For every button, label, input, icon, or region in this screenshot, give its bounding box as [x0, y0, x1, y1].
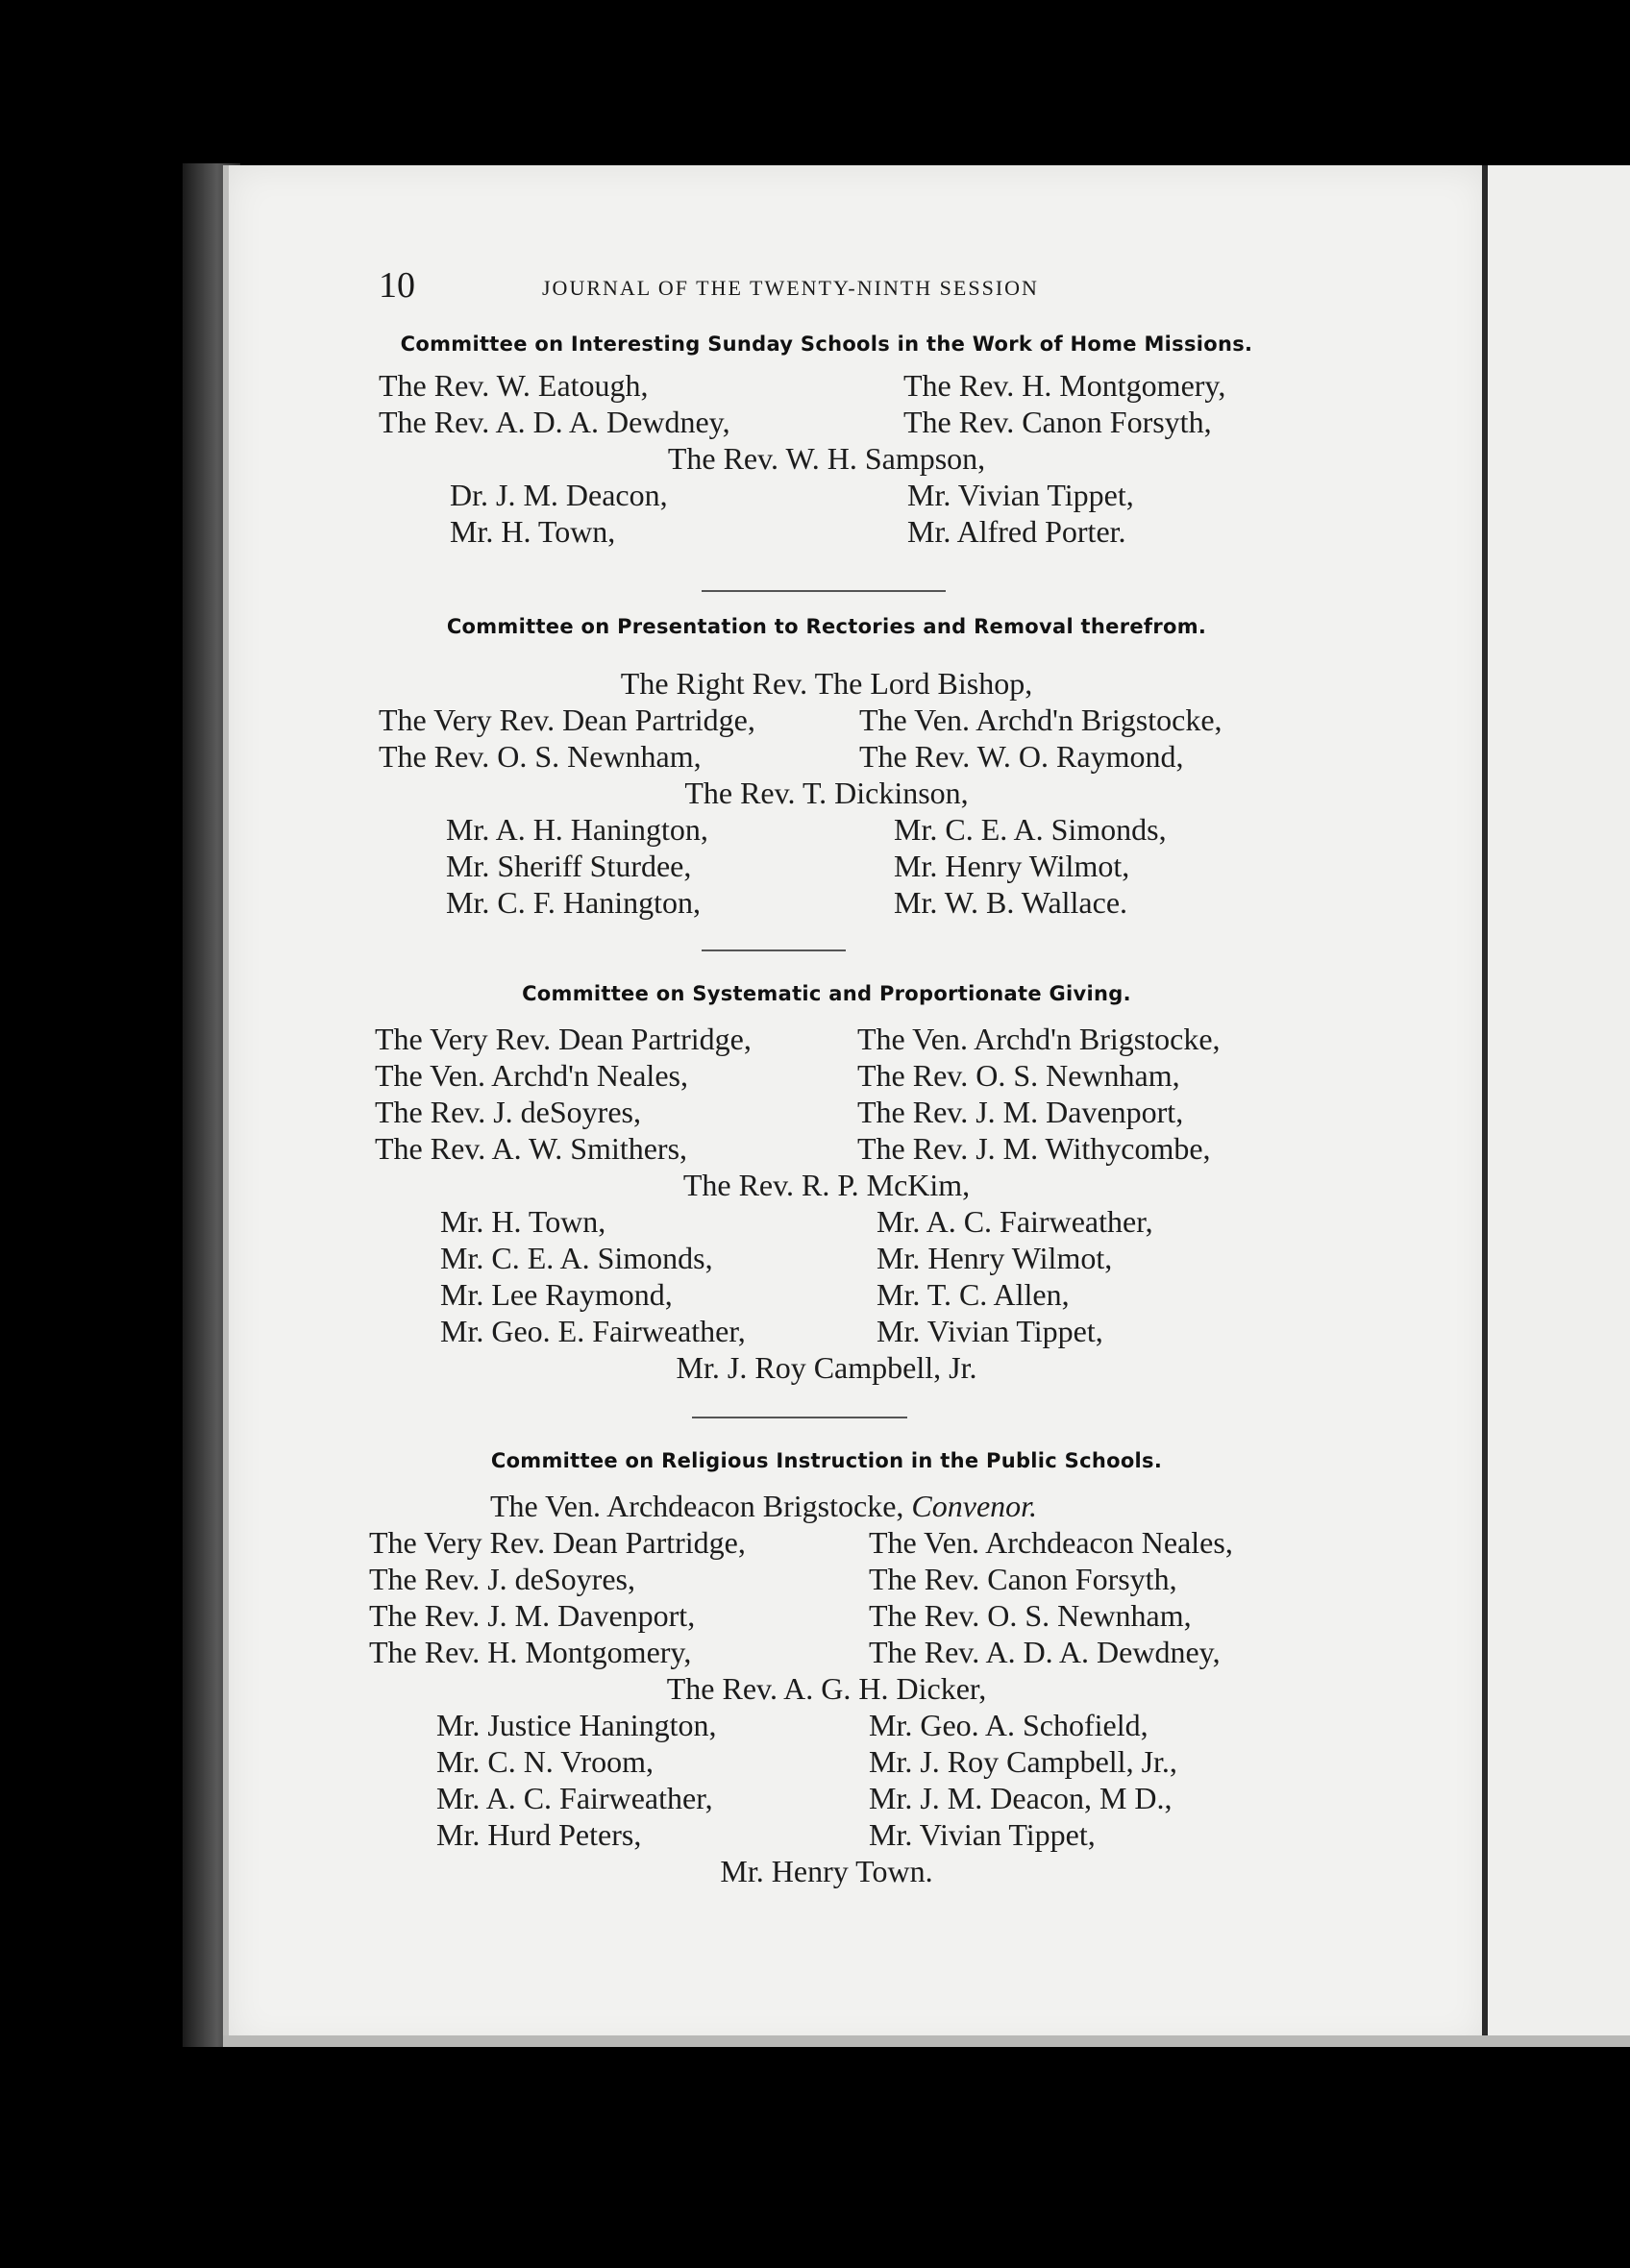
member-name: The Ven. Archdeacon Neales,: [869, 1525, 1233, 1560]
member-name: Mr. Vivian Tippet,: [907, 478, 1134, 512]
member-name: The Rev. J. deSoyres,: [375, 1095, 641, 1129]
member-name: Mr. A. H. Hanington,: [446, 812, 708, 847]
member-row: [356, 702, 1297, 738]
member-row: [356, 738, 1297, 775]
section-divider: [702, 949, 846, 951]
member-name: The Rev. T. Dickinson,: [684, 776, 969, 810]
member-name: Mr. T. C. Allen,: [877, 1277, 1070, 1312]
member-name: The Rev. W. H. Sampson,: [667, 441, 986, 476]
member-row: [356, 1240, 1297, 1276]
member-name: Mr. C. E. A. Simonds,: [440, 1241, 713, 1275]
member-row: [356, 404, 1297, 440]
member-row: [356, 1021, 1297, 1057]
member-name: Mr. H. Town,: [450, 514, 616, 549]
member-name: The Rev. A. D. A. Dewdney,: [379, 405, 730, 439]
member-name: Mr. A. C. Fairweather,: [436, 1781, 713, 1815]
convenor-row: [356, 1488, 1297, 1524]
member-row: [356, 1313, 1297, 1349]
page-bottom-edge: [223, 2035, 1630, 2047]
member-name: Mr. H. Town,: [440, 1204, 606, 1239]
member-name: Mr. Vivian Tippet,: [869, 1817, 1096, 1852]
member-row: [356, 665, 1297, 702]
member-row: [356, 811, 1297, 848]
member-row: [356, 1130, 1297, 1167]
convenor-role: Convenor.: [911, 1489, 1038, 1523]
section-divider: [702, 590, 946, 592]
member-name: The Ven. Archd'n Brigstocke,: [859, 703, 1222, 737]
member-name: Mr. Vivian Tippet,: [877, 1314, 1103, 1348]
member-name: The Right Rev. The Lord Bishop,: [620, 666, 1033, 701]
member-row: [356, 1853, 1297, 1889]
member-row: [356, 1167, 1297, 1203]
member-name: Mr. Lee Raymond,: [440, 1277, 673, 1312]
running-title: JOURNAL OF THE TWENTY-NINTH SESSION: [542, 276, 1039, 300]
committee-heading: Committee on Interesting Sunday Schools in the Work of Home Missions.: [400, 333, 1253, 356]
member-name: Mr. Geo. A. Schofield,: [869, 1708, 1148, 1742]
member-name: The Rev. J. M. Withycombe,: [857, 1131, 1211, 1166]
member-row: [356, 477, 1297, 513]
member-name: The Rev. J. deSoyres,: [369, 1562, 635, 1596]
member-name: The Rev. A. W. Smithers,: [375, 1131, 688, 1166]
member-name: The Rev. O. S. Newnham,: [857, 1058, 1180, 1093]
page-number: 10: [379, 265, 415, 306]
member-name: Mr. J. M. Deacon, M D.,: [869, 1781, 1173, 1815]
member-row: [356, 1203, 1297, 1240]
member-name: The Very Rev. Dean Partridge,: [369, 1525, 746, 1560]
member-row: [356, 440, 1297, 477]
member-row: [356, 1634, 1297, 1670]
member-name: The Rev. R. P. McKim,: [682, 1168, 971, 1202]
member-row: [356, 513, 1297, 550]
committee-sunday-schools: [356, 333, 1297, 550]
member-name: Mr. C. F. Hanington,: [446, 885, 702, 920]
committee-systematic-giving: [356, 982, 1297, 1386]
member-name: Mr. Sheriff Sturdee,: [446, 849, 692, 883]
member-name: The Rev. A. D. A. Dewdney,: [869, 1635, 1221, 1669]
member-row: [356, 1057, 1297, 1094]
facing-page-edge: [1482, 165, 1630, 2047]
member-name: The Rev. H. Montgomery,: [903, 368, 1226, 403]
member-name: Mr. C. N. Vroom,: [436, 1744, 654, 1779]
member-name: Mr. Justice Hanington,: [436, 1708, 717, 1742]
member-name: The Rev. Canon Forsyth,: [903, 405, 1212, 439]
member-row: [356, 1597, 1297, 1634]
member-row: [356, 1707, 1297, 1743]
member-name: Mr. J. Roy Campbell, Jr.,: [869, 1744, 1177, 1779]
committee-presentation-rectories: [356, 615, 1297, 921]
section-divider: [692, 1417, 907, 1418]
member-name: Mr. C. E. A. Simonds,: [894, 812, 1167, 847]
member-row: [356, 1670, 1297, 1707]
member-name: Mr. Alfred Porter.: [907, 514, 1126, 549]
member-name: The Ven. Archd'n Brigstocke,: [857, 1022, 1221, 1056]
member-row: [356, 1743, 1297, 1780]
member-name: The Very Rev. Dean Partridge,: [375, 1022, 752, 1056]
committee-heading: Committee on Systematic and Proportionate Giving.: [522, 982, 1131, 1005]
member-name: Mr. Henry Wilmot,: [877, 1241, 1113, 1275]
member-row: [356, 1094, 1297, 1130]
member-row: [356, 848, 1297, 884]
member-row: [356, 775, 1297, 811]
member-name: The Rev. H. Montgomery,: [369, 1635, 692, 1669]
member-row: [356, 1816, 1297, 1853]
page-header: [379, 264, 1272, 312]
member-name: Mr. A. C. Fairweather,: [877, 1204, 1153, 1239]
committee-heading: Committee on Religious Instruction in the Public Schools.: [490, 1449, 1163, 1472]
member-name: The Rev. J. M. Davenport,: [857, 1095, 1184, 1129]
member-name: Mr. W. B. Wallace.: [894, 885, 1128, 920]
member-row: [356, 1276, 1297, 1313]
member-name: The Rev. W. O. Raymond,: [859, 739, 1184, 774]
member-name: Mr. Henry Town.: [720, 1854, 933, 1888]
member-name: Mr. Geo. E. Fairweather,: [440, 1314, 746, 1348]
member-row: [356, 1349, 1297, 1386]
member-name: The Rev. O. S. Newnham,: [379, 739, 702, 774]
member-name: The Ven. Archd'n Neales,: [375, 1058, 688, 1093]
member-row: [356, 1561, 1297, 1597]
member-name: The Very Rev. Dean Partridge,: [379, 703, 755, 737]
member-name: Mr. Hurd Peters,: [436, 1817, 642, 1852]
member-row: [356, 1780, 1297, 1816]
member-name: The Rev. A. G. H. Dicker,: [666, 1671, 987, 1706]
member-row: [356, 884, 1297, 921]
committee-heading: Committee on Presentation to Rectories and Removal therefrom.: [446, 615, 1207, 638]
member-name: Mr. J. Roy Campbell, Jr.: [676, 1350, 977, 1385]
member-name: The Rev. O. S. Newnham,: [869, 1598, 1192, 1633]
member-name: Mr. Henry Wilmot,: [894, 849, 1130, 883]
member-row: [356, 1524, 1297, 1561]
convenor-name: The Ven. Archdeacon Brigstocke,: [490, 1489, 904, 1523]
member-name: The Rev. W. Eatough,: [379, 368, 649, 403]
member-name: The Rev. J. M. Davenport,: [369, 1598, 696, 1633]
member-name: Dr. J. M. Deacon,: [450, 478, 668, 512]
member-name: The Rev. Canon Forsyth,: [869, 1562, 1177, 1596]
committee-religious-instruction: [356, 1449, 1297, 1889]
member-row: [356, 367, 1297, 404]
